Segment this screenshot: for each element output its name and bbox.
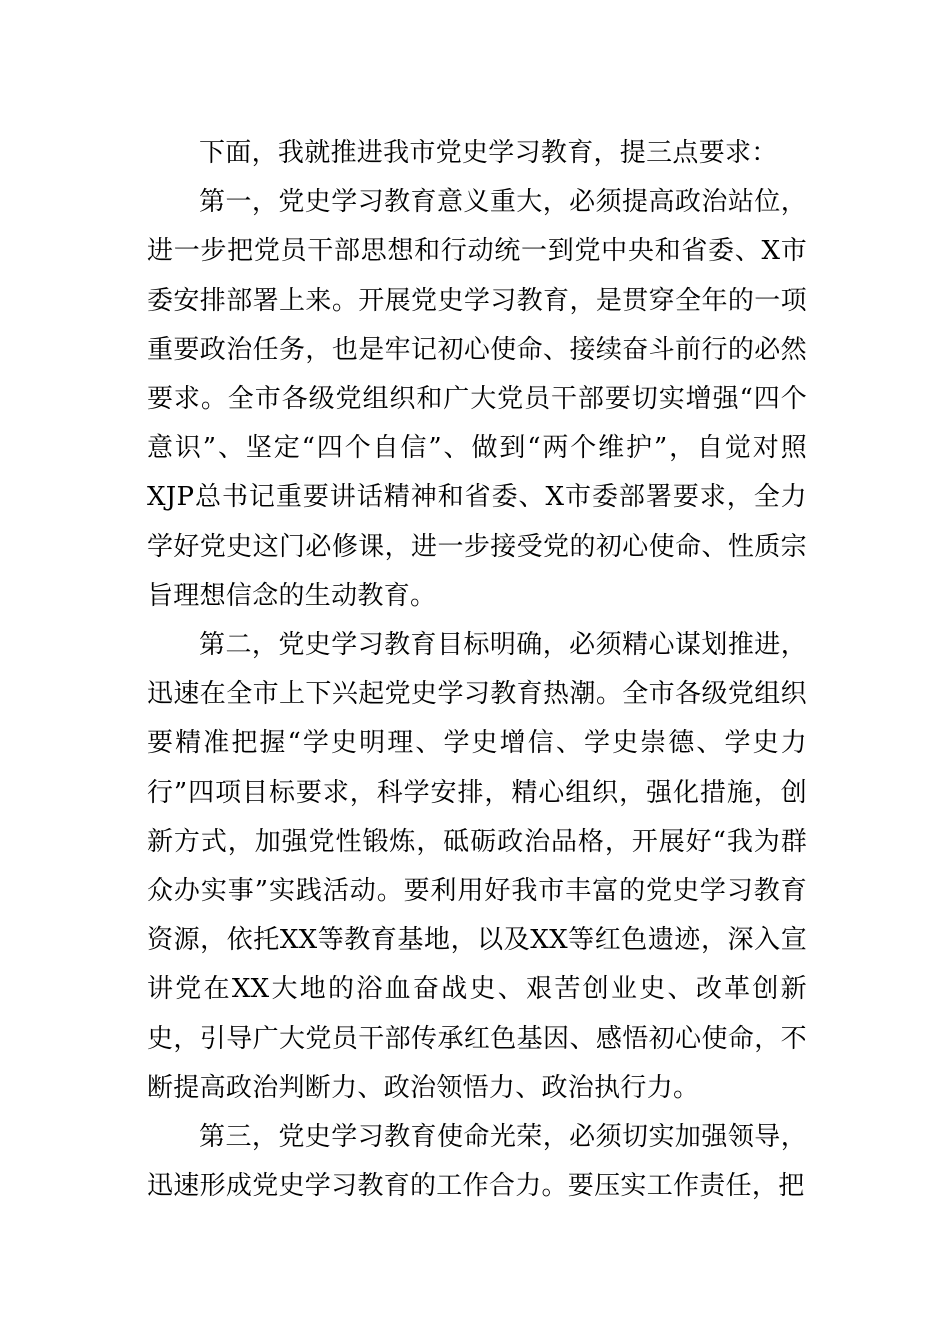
document-body xyxy=(147,129,807,1211)
paragraph-intro: 下面，我就推进我市党史学习教育，提三点要求： xyxy=(199,138,778,168)
paragraph-third-point: 第三，党史学习教育使命光荣，必须切实加强领导，迅速形成党史学习教育的工作合力。要压实工作责任，把 xyxy=(147,1122,807,1202)
paragraph-second-point: 第二，党史学习教育目标明确，必须精心谋划推进，迅速在全市上下兴起党史学习教育热潮。全市各级党组织要精准把握“学史明理、学史增信、学史崇德、学史力行”四项目标要求，科学安排，精心组织，强化措施，创新方式，加强党性锻炼，砥砺政治品格，开展好“我为群众办实事”实践活动。要利用好我市丰富的党史学习教育资源，依托XX等教育基地，以及XX等红色遗迹，深入宣讲党在XX大地的浴血奋战史、艰苦创业史、改革创新史，引导广大党员干部传承红色基因、感悟初心使命，不断提高政治判断力、政治领悟力、政治执行力。 xyxy=(147,630,807,1103)
paragraph-first-point: 第一，党史学习教育意义重大，必须提高政治站位，进一步把党员干部思想和行动统一到党中央和省委、X市委安排部署上来。开展党史学习教育，是贯穿全年的一项重要政治任务，也是牢记初心使命、接续奋斗前行的必然要求。全市各级党组织和广大党员干部要切实增强“四个意识”、坚定“四个自信”、做到“两个维护”，自觉对照XJP总书记重要讲话精神和省委、X市委部署要求，全力学好党史这门必修课，进一步接受党的初心使命、性质宗旨理想信念的生动教育。 xyxy=(147,187,807,611)
